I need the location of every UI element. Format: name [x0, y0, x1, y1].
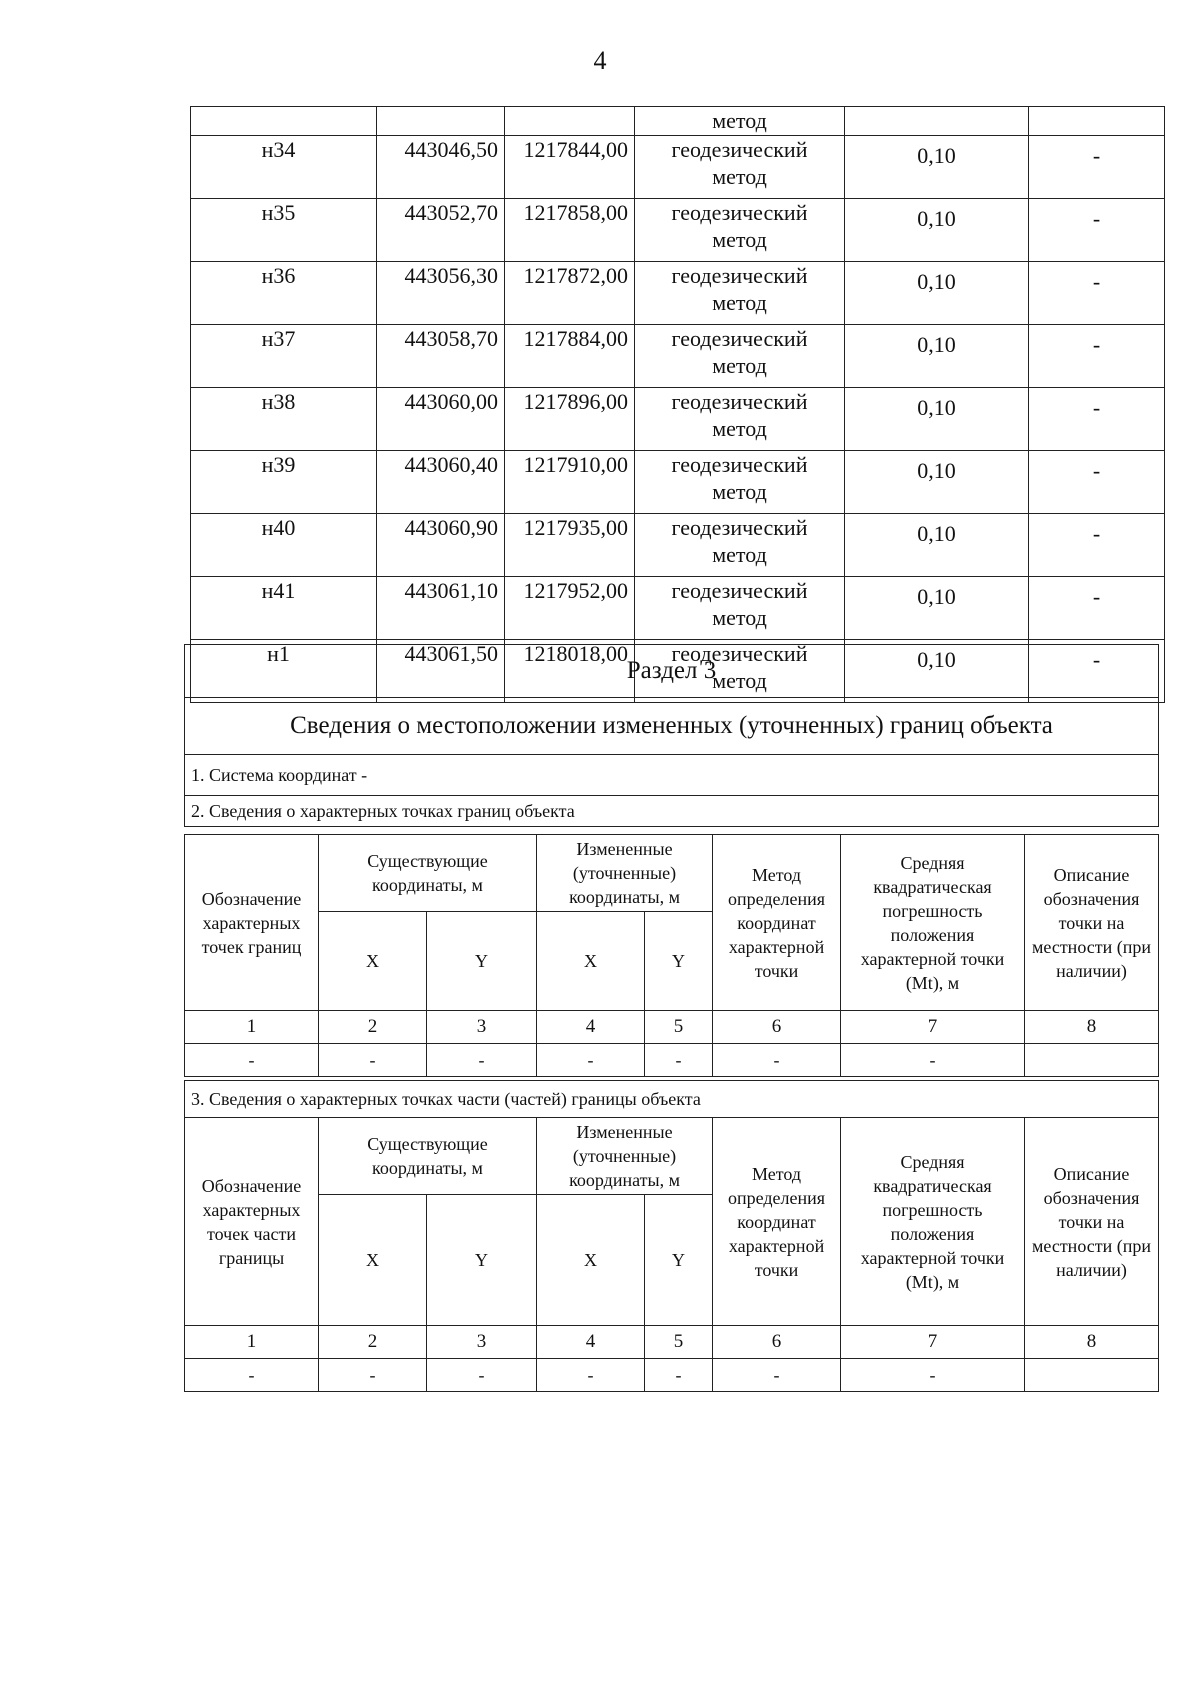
x-coordinate: 443061,10: [377, 577, 505, 640]
table-row: [191, 325, 1165, 388]
method-line: геодезический: [671, 515, 808, 540]
y-coordinate: 1217910,00: [505, 451, 635, 514]
method-cell: [635, 388, 845, 451]
table-row: [191, 388, 1165, 451]
coordinates-table: [190, 106, 1165, 703]
header-existing-coords: Существующие координаты, м: [319, 835, 537, 912]
column-number: 3: [427, 1011, 537, 1044]
y-coordinate: 1218018,00: [505, 640, 635, 703]
table-row: [191, 107, 1165, 136]
header-x: X: [537, 1195, 645, 1326]
x-coordinate: 443061,50: [377, 640, 505, 703]
y-coordinate: 1217884,00: [505, 325, 635, 388]
table-row: [191, 577, 1165, 640]
header-changed-coords: Измененные (уточненные) координаты, м: [537, 1118, 713, 1195]
section-title: Раздел 3: [185, 645, 1159, 698]
method-line: метод: [712, 353, 767, 378]
description-value: -: [1029, 388, 1165, 451]
column-number: 2: [319, 1326, 427, 1359]
empty-cell: -: [645, 1044, 713, 1077]
header-method: Метод определения координат характерной точки: [713, 835, 841, 1011]
method-cell: [635, 577, 845, 640]
header-accuracy: Средняя квадратическая погрешность положения характерной точки (Mt), м: [841, 835, 1025, 1011]
header-x: X: [319, 912, 427, 1011]
x-coordinate: 443060,00: [377, 388, 505, 451]
accuracy-value: 0,10: [845, 577, 1029, 640]
empty-cell: -: [713, 1044, 841, 1077]
empty-cell: -: [185, 1359, 319, 1392]
y-coordinate: 1217952,00: [505, 577, 635, 640]
x-coordinate: 443060,40: [377, 451, 505, 514]
column-number: 1: [185, 1326, 319, 1359]
accuracy-value: 0,10: [845, 451, 1029, 514]
method-line: геодезический: [671, 389, 808, 414]
column-number: 6: [713, 1011, 841, 1044]
method-line: геодезический: [671, 578, 808, 603]
method-line: геодезический: [671, 326, 808, 351]
accuracy-value: 0,10: [845, 640, 1029, 703]
method-line: метод: [712, 542, 767, 567]
table-row: [191, 451, 1165, 514]
column-number: 1: [185, 1011, 319, 1044]
method-line: метод: [712, 227, 767, 252]
header-point-name: Обозначение характерных точек границ: [185, 835, 319, 1011]
y-coordinate: 1217872,00: [505, 262, 635, 325]
empty-cell: -: [713, 1359, 841, 1392]
table-row: [191, 199, 1165, 262]
header-x: X: [319, 1195, 427, 1326]
x-coordinate: 443060,90: [377, 514, 505, 577]
y-coordinate: 1217858,00: [505, 199, 635, 262]
table-row: [191, 136, 1165, 199]
x-coordinate: 443052,70: [377, 199, 505, 262]
description-value: -: [1029, 451, 1165, 514]
point-name: н38: [191, 388, 377, 451]
column-number: 3: [427, 1326, 537, 1359]
accuracy-value: 0,10: [845, 388, 1029, 451]
method-line: геодезический: [671, 200, 808, 225]
point-name: н1: [191, 640, 377, 703]
method-line: геодезический: [671, 263, 808, 288]
parts-title-line: 3. Сведения о характерных точках части (частей) границы объекта: [185, 1081, 1159, 1118]
description-value: -: [1029, 514, 1165, 577]
points-title-line: 2. Сведения о характерных точках границ объекта: [185, 796, 1159, 827]
empty-cell: -: [185, 1044, 319, 1077]
empty-cell: -: [841, 1359, 1025, 1392]
section-subtitle: Сведения о местоположении измененных (уточненных) границ объекта: [185, 698, 1159, 755]
method-line: метод: [712, 290, 767, 315]
empty-cell: -: [427, 1359, 537, 1392]
method-line: метод: [712, 605, 767, 630]
empty-cell: -: [319, 1044, 427, 1077]
table-row: [191, 262, 1165, 325]
header-changed-coords: Измененные (уточненные) координаты, м: [537, 835, 713, 912]
empty-cell: -: [319, 1359, 427, 1392]
method-line: метод: [712, 416, 767, 441]
point-name: н40: [191, 514, 377, 577]
header-y: Y: [645, 1195, 713, 1326]
method-line: геодезический: [671, 452, 808, 477]
method-cell: [635, 262, 845, 325]
table-row: [191, 514, 1165, 577]
method-line: метод: [712, 479, 767, 504]
x-coordinate: 443046,50: [377, 136, 505, 199]
point-name: н41: [191, 577, 377, 640]
section-3-header: [184, 644, 1159, 827]
method-cell: метод: [635, 107, 845, 136]
header-y: Y: [427, 912, 537, 1011]
coordinate-system-line: 1. Система координат -: [185, 755, 1159, 796]
description-value: -: [1029, 325, 1165, 388]
method-line: метод: [712, 668, 767, 693]
empty-cell: [1025, 1044, 1159, 1077]
header-point-name: Обозначение характерных точек части границы: [185, 1118, 319, 1326]
empty-cell: [1025, 1359, 1159, 1392]
accuracy-value: 0,10: [845, 199, 1029, 262]
method-cell: [635, 199, 845, 262]
y-coordinate: 1217844,00: [505, 136, 635, 199]
header-existing-coords: Существующие координаты, м: [319, 1118, 537, 1195]
column-number: 2: [319, 1011, 427, 1044]
accuracy-value: 0,10: [845, 136, 1029, 199]
header-description: Описание обозначения точки на местности (при наличии): [1025, 1118, 1159, 1326]
column-number: 8: [1025, 1326, 1159, 1359]
method-line: метод: [712, 164, 767, 189]
column-number: 6: [713, 1326, 841, 1359]
empty-cell: -: [537, 1044, 645, 1077]
column-numbers-row: [185, 1011, 1159, 1044]
header-y: Y: [645, 912, 713, 1011]
accuracy-value: 0,10: [845, 514, 1029, 577]
y-coordinate: 1217935,00: [505, 514, 635, 577]
point-name: н37: [191, 325, 377, 388]
column-number: 7: [841, 1011, 1025, 1044]
description-value: -: [1029, 136, 1165, 199]
column-number: 4: [537, 1011, 645, 1044]
description-value: -: [1029, 577, 1165, 640]
method-cell: [635, 136, 845, 199]
y-coordinate: 1217896,00: [505, 388, 635, 451]
point-name: н36: [191, 262, 377, 325]
method-cell: [635, 514, 845, 577]
empty-cell: -: [645, 1359, 713, 1392]
x-coordinate: 443058,70: [377, 325, 505, 388]
header-x: X: [537, 912, 645, 1011]
point-name: н35: [191, 199, 377, 262]
empty-cell: -: [427, 1044, 537, 1077]
header-y: Y: [427, 1195, 537, 1326]
part-boundary-points-table: [184, 1117, 1159, 1392]
method-cell: [635, 451, 845, 514]
parts-title-table: [184, 1080, 1159, 1118]
column-number: 4: [537, 1326, 645, 1359]
column-number: 5: [645, 1011, 713, 1044]
description-value: -: [1029, 199, 1165, 262]
column-numbers-row: [185, 1326, 1159, 1359]
empty-cell: -: [841, 1044, 1025, 1077]
column-number: 8: [1025, 1011, 1159, 1044]
table-row: [185, 1359, 1159, 1392]
point-name: н34: [191, 136, 377, 199]
method-line: геодезический: [671, 641, 808, 666]
page-number: 4: [593, 46, 607, 75]
accuracy-value: 0,10: [845, 325, 1029, 388]
x-coordinate: 443056,30: [377, 262, 505, 325]
table-row: [185, 1044, 1159, 1077]
empty-cell: -: [537, 1359, 645, 1392]
method-cell: [635, 325, 845, 388]
point-name: н39: [191, 451, 377, 514]
header-description: Описание обозначения точки на местности (при наличии): [1025, 835, 1159, 1011]
accuracy-value: 0,10: [845, 262, 1029, 325]
header-method: Метод определения координат характерной точки: [713, 1118, 841, 1326]
header-accuracy: Средняя квадратическая погрешность положения характерной точки (Mt), м: [841, 1118, 1025, 1326]
column-number: 7: [841, 1326, 1025, 1359]
description-value: -: [1029, 262, 1165, 325]
method-line: геодезический: [671, 137, 808, 162]
column-number: 5: [645, 1326, 713, 1359]
boundary-points-table: [184, 834, 1159, 1077]
description-value: -: [1029, 640, 1165, 703]
